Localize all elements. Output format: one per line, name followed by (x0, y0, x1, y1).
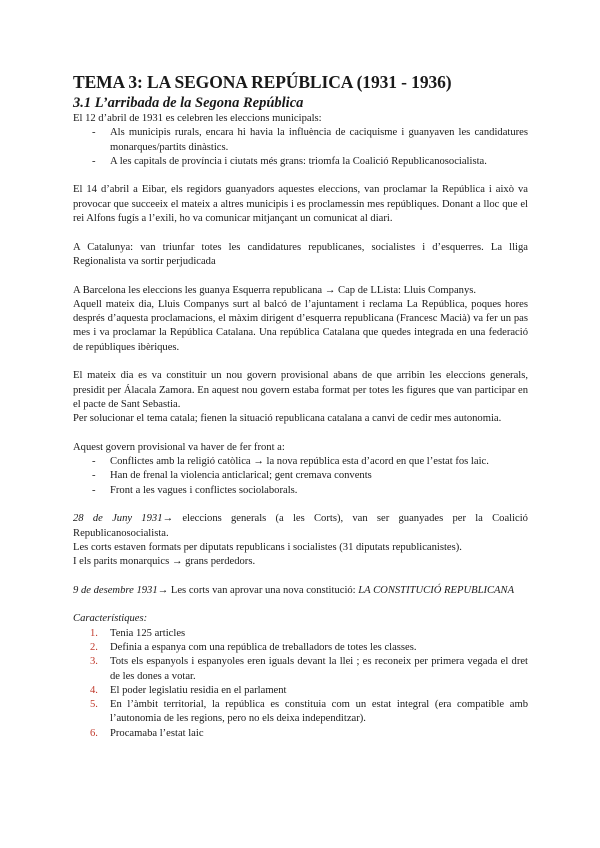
features-label: Característiques: (73, 613, 148, 625)
list-item: 3. Tots els espanyols i espanyoles eren iguals devant la llei ; es reconeix per primera vegada el dret de les dones a votar. (90, 656, 528, 682)
constitution-name: LA CONSTITUCIÓ REPUBLICANA (358, 584, 515, 596)
paragraph-barcelona-body: Aquell mateix dia, Lluis Companys surt al balcó de l’ajuntament i reclama La República, poques hores després d’aquesta proclamacions, el màxim dirigent d’esquerra republicana (Francesc Macià) va fer un pas mes i va proclamar la República Catalana. Una república Catalana que quedes integrada en una federació de repúbliques ibèriques. (73, 298, 528, 353)
document-page (73, 72, 528, 741)
list-item: 1. Tenia 125 articles (90, 627, 186, 639)
list-item: - Conflictes amb la religió catòlica → la nova república esta d’acord en que l’estat fos laic. (73, 455, 528, 469)
list-item: 6. Procamaba l’estat laic (90, 727, 204, 739)
paragraph-corts-composition: Les corts estaven formats per diputats republicans i socialistes (31 diputats republicanistes). (73, 541, 462, 553)
features-list (73, 627, 528, 741)
list-item: - Han de frenal la violencia anticlarical; gent cremava convents (73, 469, 528, 483)
paragraph-provisional-government: El mateix dia es va constituir un nou govern provisional abans de que arribin les eleccions generals, presidit per Álacala Zamora. En aquest nou govern estaba format per totes les figures que van participar en el pacte de Sant Sebastia. (73, 370, 528, 410)
paragraph-monarchists: I els parits monarquics → grans perdedors. (73, 556, 256, 568)
paragraph-catalunya: A Catalunya: van triunfar totes les candidatures republicanes, socialistes i d’esquerres. La lliga Regionalista va sortir perjudicada (73, 241, 528, 267)
challenges-list (73, 455, 528, 498)
list-item: 2. Definia a espanya com una república de treballadors de totes les classes. (90, 641, 417, 653)
list-item: 5. En l’àmbit territorial, la república es constituia com un estat integral (era compatible amb l’autonomia de les regions, pero no els deixa independitzar). (90, 699, 528, 725)
list-item: - Als municipis rurals, encara hi havia la influència de caciquisme i guanyaven les candidatures monarques/partits dinàstics. (73, 126, 528, 155)
paragraph-general-elections: 28 de Juny 1931→ eleccions generals (a les Corts), van ser guanyades per la Coalició Republicanosocialista. (73, 513, 528, 539)
paragraph-catalan-issue: Per solucionar el tema catala; fienen la situació republicana catalana a canvi de cedir mes autonomia. (73, 413, 502, 425)
section-subtitle: 3.1 L’arribada de la Segona República (73, 95, 304, 111)
list-item: - A les capitals de província i ciutats més grans: triomfa la Coalició Republicanosocialista. (73, 155, 528, 169)
paragraph-constitution: 9 de desembre 1931→ Les corts van aprovar una nova constitució: LA CONSTITUCIÓ REPUBLICANA (73, 584, 515, 596)
paragraph-government-challenges: Aquest govern provisional va haver de fer front a: (73, 441, 285, 453)
list-item: - Front a les vagues i conflictes sociolaborals. (73, 484, 528, 498)
date-label: 28 de Juny 1931 (73, 513, 163, 525)
paragraph-municipal-elections: El 12 d’abril de 1931 es celebren les eleccions municipals: (73, 113, 322, 124)
municipal-results-list (73, 126, 528, 169)
paragraph-barcelona-line: A Barcelona les eleccions les guanya Esquerra republicana → Cap de LLista: Lluis Companys. (73, 284, 477, 296)
paragraph-eibar: El 14 d’abril a Eibar, els regidors guanyadors aquestes eleccions, van proclamar la República i això va provocar que succeeix el mateix a altres municipis i es proclamessin mes repúbliques. Donant a lloc que el rei Alfons fugís a l’exili, ho va comunicar mitjançant un comunicat al diari. (73, 184, 528, 225)
date-label: 9 de desembre 1931 (73, 584, 158, 596)
document-title: TEMA 3: LA SEGONA REPÚBLICA (1931 - 1936) (73, 72, 452, 92)
list-item: 4. El poder legislatiu residia en el parlament (90, 684, 287, 696)
